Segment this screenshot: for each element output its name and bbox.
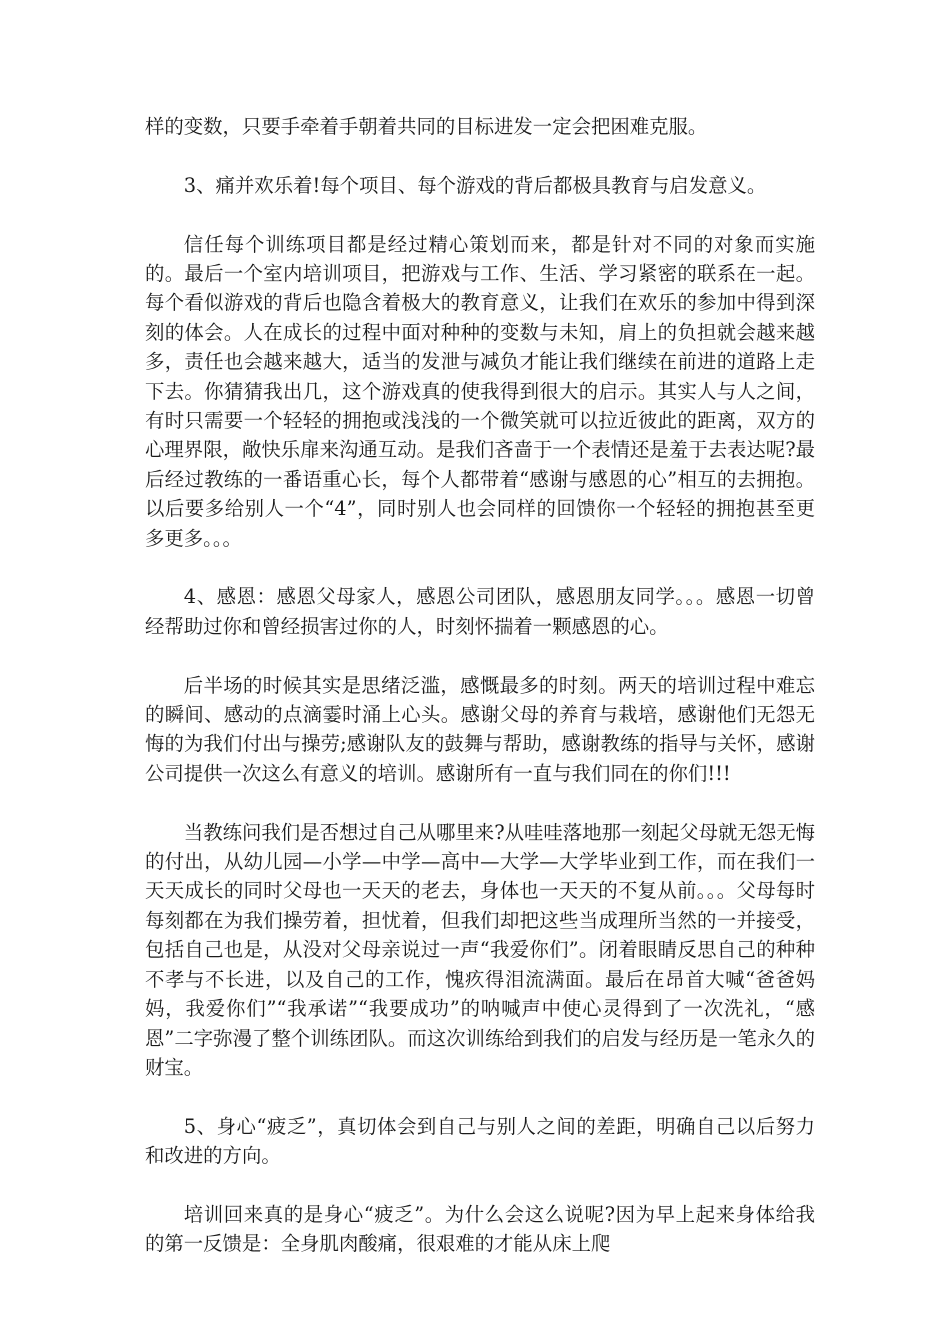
paragraph-heading-4: 4、感恩：感恩父母家人，感恩公司团队，感恩朋友同学。。。感恩一切曾经帮助过你和曾经损害过你的人，时刻怀揣着一颗感恩的心。 [145,585,815,638]
paragraph-after-training: 培训回来真的是身心“疲乏”。为什么会这么说呢?因为早上起来身体给我的第一反馈是：全身肌肉酸痛，很艰难的才能从床上爬 [145,1202,815,1256]
paragraph-heading-3: 3、痛并欢乐着!每个项目、每个游戏的背后都极具教育与启发意义。 [183,173,767,197]
paragraph-second-half: 后半场的时候其实是思绪泛滥，感慨最多的时刻。两天的培训过程中难忘的瞬间、感动的点滴霎时涌上心头。感谢父母的养育与栽培，感谢他们无怨无悔的为我们付出与操劳;感谢队友的鼓舞与帮助，感谢教练的指导与关怀，感谢公司提供一次这么有意义的培训。感谢所有一直与我们同在的你们!!! [145,673,815,785]
paragraph-coach-question: 当教练问我们是否想过自己从哪里来?从哇哇落地那一刻起父母就无怨无悔的付出，从幼儿园—小学—中学—高中—大学—大学毕业到工作，而在我们一天天成长的同时父母也一天天的老去，身体也一天天的不复从前。。。父母每时每刻都在为我们操劳着，担忧着，但我们却把这些当成理所当然的一并接受，包括自己也是，从没对父母亲说过一声“我爱你们”。闭着眼睛反思自己的种种不孝与不长进，以及自己的工作，愧疚得泪流满面。最后在昂首大喊“爸爸妈妈，我爱你们”“我承诺”“我要成功”的呐喊声中使心灵得到了一次洗礼，“感恩”二字弥漫了整个训练团队。而这次训练给到我们的启发与经历是一笔永久的财宝。 [145,820,815,1079]
paragraph-trust: 信任每个训练项目都是经过精心策划而来，都是针对不同的对象而实施的。最后一个室内培训项目，把游戏与工作、生活、学习紧密的联系在一起。每个看似游戏的背后也隐含着极大的教育意义，让我们在欢乐的参加中得到深刻的体会。人在成长的过程中面对种种的变数与未知，肩上的负担就会越来越多，责任也会越来越大，适当的发泄与减负才能让我们继续在前进的道路上走下去。你猜猜我出几，这个游戏真的使我得到很大的启示。其实人与人之间，有时只需要一个轻轻的拥抱或浅浅的一个微笑就可以拉近彼此的距离，双方的心理界限，敞快乐扉来沟通互动。是我们吝啬于一个表情还是羞于去表达呢?最后经过教练的一番语重心长，每个人都带着“感谢与感恩的心”相互的去拥抱。以后要多给别人一个“4”，同时别人也会同样的回馈你一个轻轻的拥抱甚至更多更多。。。 [145,232,815,550]
paragraph-heading-5: 5、身心“疲乏”，真切体会到自己与别人之间的差距，明确自己以后努力和改进的方向。 [145,1114,815,1168]
document-body [145,112,815,1288]
paragraph-continuation: 样的变数，只要手牵着手朝着共同的目标进发一定会把困难克服。 [145,115,708,138]
